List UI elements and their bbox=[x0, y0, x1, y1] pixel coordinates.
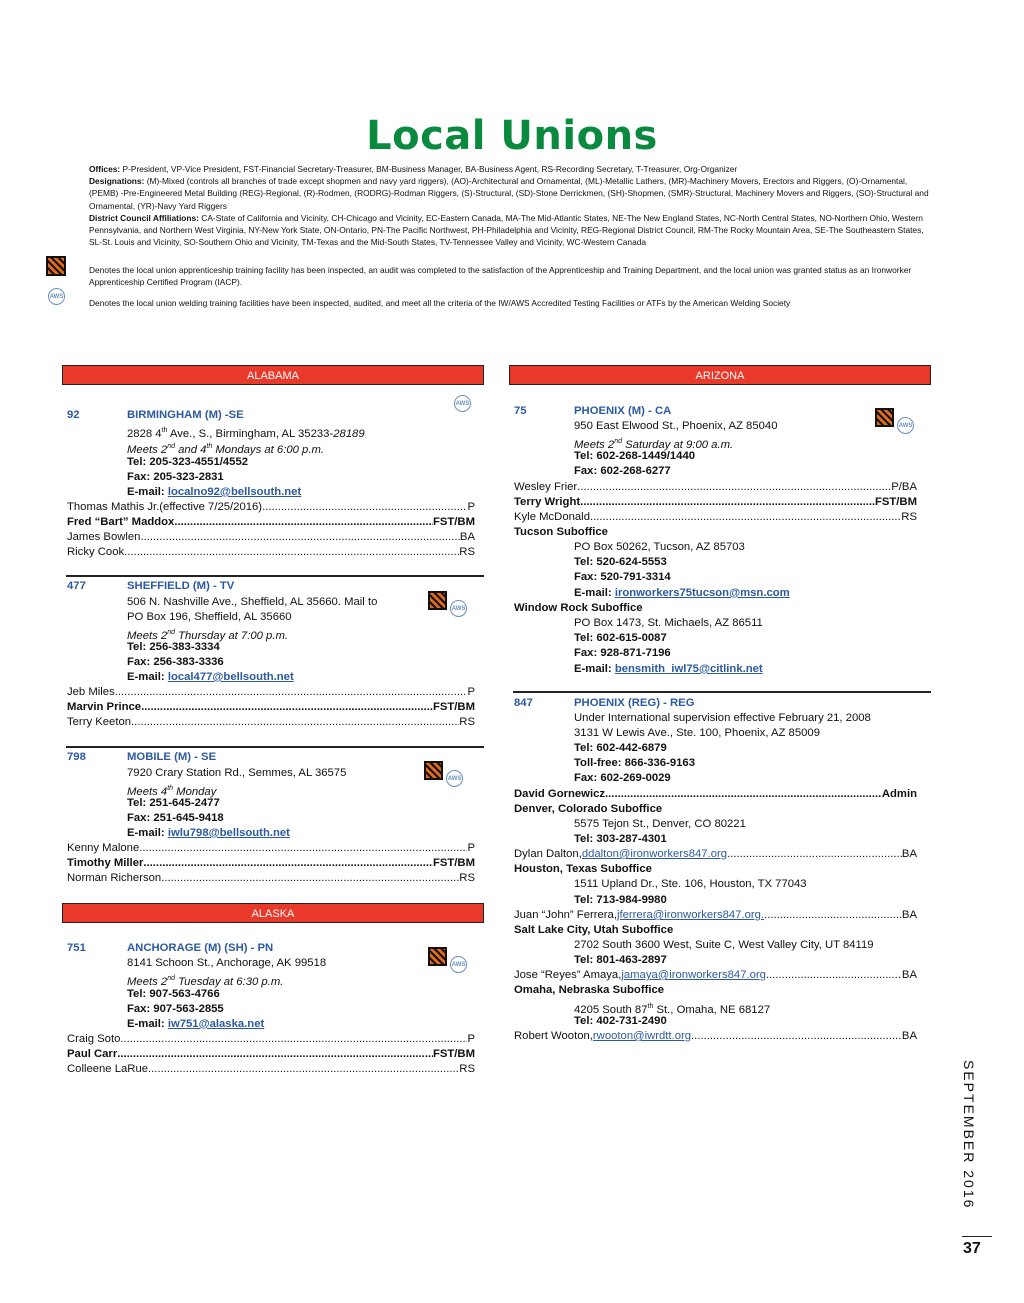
officer-row: Wesley Frier ..... P/BA bbox=[514, 480, 917, 495]
officer-row: Kenny Malone ..... P bbox=[67, 841, 475, 856]
telephone: Tel: 801-463-2897 bbox=[574, 954, 667, 966]
fax: Fax: 256-383-3336 bbox=[127, 656, 224, 668]
address-line-2: PO Box 196, Sheffield, AL 35660 bbox=[127, 611, 292, 623]
telephone: Tel: 907-563-4766 bbox=[127, 988, 220, 1000]
council-label: District Council Affiliations: bbox=[89, 212, 199, 223]
address: 950 East Elwood St., Phoenix, AZ 85040 bbox=[574, 420, 778, 432]
meeting-time: Meets 2nd Thursday at 7:00 p.m. bbox=[127, 629, 289, 642]
address: 3131 W Lewis Ave., Ste. 100, Phoenix, AZ 85009 bbox=[574, 727, 820, 739]
fax: Fax: 205-323-2831 bbox=[127, 471, 224, 483]
divider bbox=[66, 746, 484, 748]
email-row: E-mail: ironworkers75tucson@msn.com bbox=[574, 587, 790, 599]
iacp-badge-icon bbox=[46, 256, 66, 276]
aws-seal-icon: AWS bbox=[450, 600, 467, 617]
iacp-badge-icon bbox=[875, 408, 894, 427]
fax: Fax: 251-645-9418 bbox=[127, 812, 224, 824]
officer-row: Dylan Dalton, ddalton@ironworkers847.org ..... BA bbox=[514, 847, 917, 862]
officer-row: Terry Keeton ..... RS bbox=[67, 715, 475, 730]
address: PO Box 1473, St. Michaels, AZ 86511 bbox=[574, 617, 763, 629]
page-title: Local Unions bbox=[366, 113, 658, 159]
aws-seal-icon: AWS bbox=[48, 288, 65, 305]
suboffice-title: Denver, Colorado Suboffice bbox=[514, 803, 663, 815]
iacp-legend-badge bbox=[46, 256, 66, 281]
aws-seal-icon: AWS bbox=[446, 770, 463, 787]
page-rule bbox=[962, 1236, 992, 1237]
aws-legend-badge bbox=[48, 285, 65, 305]
aws-note: Denotes the local union welding training facilities have been inspected, audited, and meet all the criteria of the IW/AWS Accredited Testing Facilities or ATFs by the American Welding Society bbox=[89, 298, 791, 308]
meeting-time: Meets 2nd Tuesday at 6:30 p.m. bbox=[127, 975, 284, 988]
address: 1511 Upland Dr., Ste. 106, Houston, TX 77043 bbox=[574, 878, 807, 890]
local-number: 75 bbox=[514, 405, 527, 417]
officer-row: Colleene LaRue ..... RS bbox=[67, 1062, 475, 1077]
offices-text: P-President, VP-Vice President, FST-Financial Secretary-Treasurer, BM-Business Manager, BA-Business Agent, RS-Recording Secretary, T-Treasurer, Org-Organizer bbox=[122, 164, 738, 174]
local-number: 798 bbox=[67, 751, 86, 763]
officer-row: Robert Wooton, rwooton@iwrdtt.org ..... BA bbox=[514, 1029, 917, 1044]
telephone: Tel: 602-615-0087 bbox=[574, 632, 667, 644]
officer-row: Ricky Cook ..... RS bbox=[67, 545, 475, 560]
fax: Fax: 928-871-7196 bbox=[574, 647, 671, 659]
telephone: Tel: 256-383-3334 bbox=[127, 641, 220, 653]
officer-row: Juan “John” Ferrera, jferrera@ironworkers847.org. ..... BA bbox=[514, 908, 917, 923]
address: 506 N. Nashville Ave., Sheffield, AL 35660. Mail to bbox=[127, 596, 378, 608]
aws-seal-icon: AWS bbox=[897, 417, 914, 434]
email-link[interactable]: localno92@bellsouth.net bbox=[167, 486, 302, 498]
fax: Fax: 602-268-6277 bbox=[574, 465, 671, 477]
officer-row: Kyle McDonald ..... RS bbox=[514, 510, 917, 525]
email-link[interactable]: jferrera@ironworkers847.org. bbox=[616, 909, 765, 921]
suboffice-title: Houston, Texas Suboffice bbox=[514, 863, 652, 875]
local-name: PHOENIX (REG) - REG bbox=[574, 697, 695, 709]
suboffice-title: Salt Lake City, Utah Suboffice bbox=[514, 924, 674, 936]
email-link[interactable]: ddalton@ironworkers847.org bbox=[581, 848, 728, 860]
iacp-note: Denotes the local union apprenticeship training facility has been inspected, an audit was completed to the satisfaction of the Apprenticeship and Training Department, and the local union was granted status as an Ironworker Apprenticeship Certified Program (IACP). bbox=[89, 265, 912, 287]
iacp-badge-icon bbox=[428, 591, 447, 610]
local-name: PHOENIX (M) - CA bbox=[574, 405, 672, 417]
telephone: Tel: 303-287-4301 bbox=[574, 833, 667, 845]
officer-row: Timothy Miller ..... FST/BM bbox=[67, 856, 475, 871]
designations-text: (M)-Mixed (controls all branches of trade except shopmen and navy yard riggers), (AO)-Architectural and Ornamental, (ML)-Metallic Lathers, (MR)-Machinery Movers, Erectors and Riggers, (O)-Ornamental, (PEMB) -Pre-Engineered Metal Building (REG)-Regional, (R)-Rodmen, (RODRG)-Rodman Riggers, (S)-Structural, (SD)-Stone Derrickmen, (SH)-Shopmen, (SMR)-Structural, Machinery Movers and Riggers, (SO)-Structural and Ornamental, (YR)-Navy Yard Riggers bbox=[89, 176, 929, 211]
email-link[interactable]: local477@bellsouth.net bbox=[167, 671, 294, 683]
email-row: E-mail: local477@bellsouth.net bbox=[127, 671, 294, 683]
local-name: MOBILE (M) - SE bbox=[127, 751, 217, 763]
council-text: CA-State of California and Vicinity, CH-Chicago and Vicinity, EC-Eastern Canada, MA-The Mid-Atlantic States, NE-The New England States, NC-North Central States, NO-Northern Ohio, Western Pennsylvania, and Northern West Virginia, NY-New York State, ON-Ontario, PN-The Pacific Northwest, PH-Philadelphia and Vicinity, REG-Regional District Council, RM-The Rocky Mountain Area, SE-The Southeastern States, SL-St. Louis and Vicinity, SO-Southern Ohio and Vicinity, TM-Texas and the Mid-South States, TV-Tennessee Valley and Vicinity, WC-Western Canada bbox=[89, 212, 924, 248]
local-number: 477 bbox=[67, 580, 86, 592]
local-name: BIRMINGHAM (M) -SE bbox=[127, 409, 244, 421]
suboffice-title: Window Rock Suboffice bbox=[514, 602, 643, 614]
suboffice-title: Tucson Suboffice bbox=[514, 526, 608, 538]
toll-free: Toll-free: 866-336-9163 bbox=[574, 757, 695, 769]
aws-seal-icon: AWS bbox=[454, 395, 471, 412]
supervision-note: Under International supervision effective February 21, 2008 bbox=[574, 712, 871, 724]
officer-row: Jose “Reyes” Amaya, jamaya@ironworkers847.org ..... BA bbox=[514, 968, 917, 983]
meeting-time: Meets 2nd and 4th Mondays at 6:00 p.m. bbox=[127, 443, 325, 456]
left-column bbox=[62, 365, 484, 1085]
issue-date: SEPTEMBER 2016 bbox=[961, 1060, 977, 1210]
address: PO Box 50262, Tucson, AZ 85703 bbox=[574, 541, 745, 553]
address: 4205 South 87th St., Omaha, NE 68127 bbox=[574, 1003, 771, 1016]
iacp-badge-icon bbox=[424, 761, 443, 780]
email-row: E-mail: iw751@alaska.net bbox=[127, 1018, 265, 1030]
email-link[interactable]: ironworkers75tucson@msn.com bbox=[614, 587, 790, 599]
email-link[interactable]: rwooton@iwrdtt.org bbox=[592, 1030, 692, 1042]
page-number: 37 bbox=[963, 1240, 981, 1257]
designations-label: Designations: bbox=[89, 176, 145, 187]
local-number: 92 bbox=[67, 409, 80, 421]
email-row: E-mail: localno92@bellsouth.net bbox=[127, 486, 302, 498]
telephone: Tel: 520-624-5553 bbox=[574, 556, 667, 568]
telephone: Tel: 713-984-9980 bbox=[574, 894, 667, 906]
meeting-time: Meets 2nd Saturday at 9:00 a.m. bbox=[574, 438, 734, 451]
officer-row: Norman Richerson ..... RS bbox=[67, 871, 475, 886]
email-row: E-mail: iwlu798@bellsouth.net bbox=[127, 827, 290, 839]
telephone: Tel: 205-323-4551/4552 bbox=[127, 456, 249, 468]
officer-row: David Gornewicz ..... Admin bbox=[514, 787, 917, 802]
email-link[interactable]: bensmith_iwl75@citlink.net bbox=[614, 663, 763, 675]
officer-row: Terry Wright ..... FST/BM bbox=[514, 495, 917, 510]
meeting-time: Meets 4th Monday bbox=[127, 785, 217, 798]
divider bbox=[66, 575, 484, 577]
officer-row: Paul Carr ..... FST/BM bbox=[67, 1047, 475, 1062]
address: 8141 Schoon St., Anchorage, AK 99518 bbox=[127, 957, 327, 969]
officer-row: Fred “Bart” Maddox ..... FST/BM bbox=[67, 515, 475, 530]
iacp-badge-icon bbox=[428, 947, 447, 966]
email-link[interactable]: iwlu798@bellsouth.net bbox=[167, 827, 290, 839]
telephone: Tel: 251-645-2477 bbox=[127, 797, 220, 809]
offices-label: Offices: bbox=[89, 164, 121, 174]
email-link[interactable]: jamaya@ironworkers847.org bbox=[621, 969, 766, 981]
local-name: ANCHORAGE (M) (SH) - PN bbox=[127, 942, 274, 954]
officer-row: Jeb Miles ..... P bbox=[67, 685, 475, 700]
officer-row: James Bowlen ..... BA bbox=[67, 530, 475, 545]
state-header-alaska: ALASKA bbox=[62, 903, 484, 923]
telephone: Tel: 602-442-6879 bbox=[574, 742, 667, 754]
state-header-arizona: ARIZONA bbox=[509, 365, 931, 385]
divider bbox=[513, 691, 931, 693]
suboffice-title: Omaha, Nebraska Suboffice bbox=[514, 984, 665, 996]
fax: Fax: 520-791-3314 bbox=[574, 571, 671, 583]
officer-row: Thomas Mathis Jr.(effective 7/25/2016) ..... P bbox=[67, 500, 475, 515]
telephone: Tel: 402-731-2490 bbox=[574, 1015, 667, 1027]
legend bbox=[89, 163, 929, 248]
local-number: 847 bbox=[514, 697, 533, 709]
email-link[interactable]: iw751@alaska.net bbox=[167, 1018, 265, 1030]
aws-seal-icon: AWS bbox=[450, 956, 467, 973]
fax: Fax: 602-269-0029 bbox=[574, 772, 671, 784]
address: 5575 Tejon St., Denver, CO 80221 bbox=[574, 818, 746, 830]
address: 2828 4th Ave., S., Birmingham, AL 35233-28189 bbox=[127, 427, 365, 440]
state-header-alabama: ALABAMA bbox=[62, 365, 484, 385]
address: 2702 South 3600 West, Suite C, West Valley City, UT 84119 bbox=[574, 939, 874, 951]
fax: Fax: 907-563-2855 bbox=[127, 1003, 224, 1015]
officer-row: Craig Soto ..... P bbox=[67, 1032, 475, 1047]
email-row: E-mail: bensmith_iwl75@citlink.net bbox=[574, 663, 763, 675]
local-number: 751 bbox=[67, 942, 86, 954]
local-name: SHEFFIELD (M) - TV bbox=[127, 580, 235, 592]
telephone: Tel: 602-268-1449/1440 bbox=[574, 450, 696, 462]
right-column bbox=[509, 365, 931, 1065]
officer-row: Marvin Prince ..... FST/BM bbox=[67, 700, 475, 715]
address: 7920 Crary Station Rd., Semmes, AL 36575 bbox=[127, 767, 347, 779]
